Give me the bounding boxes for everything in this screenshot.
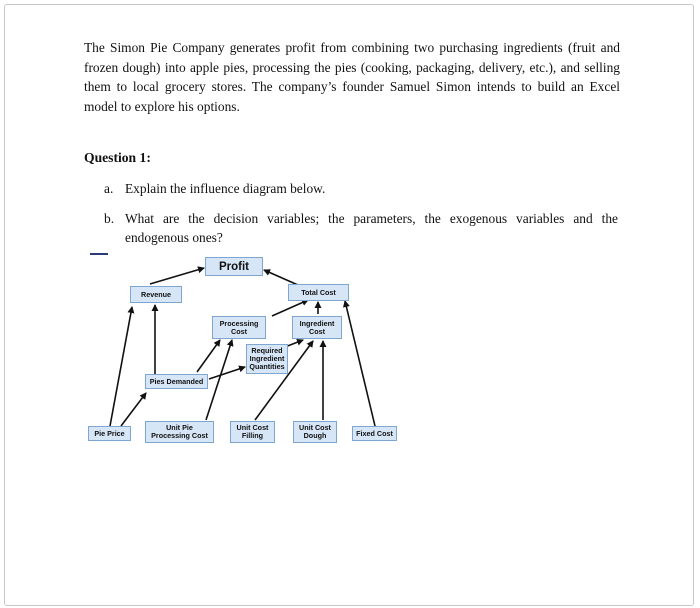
node-revenue: Revenue <box>130 286 182 303</box>
item-b-label: b. <box>104 211 115 226</box>
arrow-totalcost-profit <box>264 270 298 285</box>
node-unit-cost-dough: Unit Cost Dough <box>293 421 337 443</box>
node-fixed-cost: Fixed Cost <box>352 426 397 441</box>
item-b-text: What are the decision variables; the parameters, the exogenous variables and the endogenous ones? <box>125 211 618 245</box>
question-heading: Question 1: <box>84 150 151 165</box>
node-pies-demanded: Pies Demanded <box>145 374 208 389</box>
arrow-revenue-profit <box>150 268 204 284</box>
arrow-piesdemanded-required <box>209 367 245 379</box>
node-unit-pie-processing-cost: Unit Pie Processing Cost <box>145 421 214 443</box>
node-required-ingredient-quantities: Required Ingredient Quantities <box>246 344 288 374</box>
arrow-piesdemanded-processing <box>197 340 220 372</box>
arrow-unitproc-processing <box>206 340 232 420</box>
intro-paragraph: The Simon Pie Company generates profit from combining two purchasing ingredients (fruit and frozen dough) into apple pies, processing the pies (cooking, packaging, delivery, etc.), and selling them to local grocery stores. The company’s founder Samuel Simon intends to build an Excel model to explore his options. <box>84 40 620 114</box>
node-total-cost: Total Cost <box>288 284 349 301</box>
node-profit: Profit <box>205 257 263 276</box>
node-processing-cost: Processing Cost <box>212 316 266 339</box>
node-pie-price: Pie Price <box>88 426 131 441</box>
node-ingredient-cost: Ingredient Cost <box>292 316 342 339</box>
node-unit-cost-filling: Unit Cost Filling <box>230 421 275 443</box>
item-a-text: Explain the influence diagram below. <box>125 181 326 196</box>
arrow-processing-totalcost <box>272 300 308 316</box>
item-a-label: a. <box>104 181 114 196</box>
arrow-pieprice-piesdemanded <box>121 393 146 426</box>
arrow-pieprice-revenue <box>110 307 132 426</box>
arrow-fixedcost-totalcost <box>345 301 375 426</box>
